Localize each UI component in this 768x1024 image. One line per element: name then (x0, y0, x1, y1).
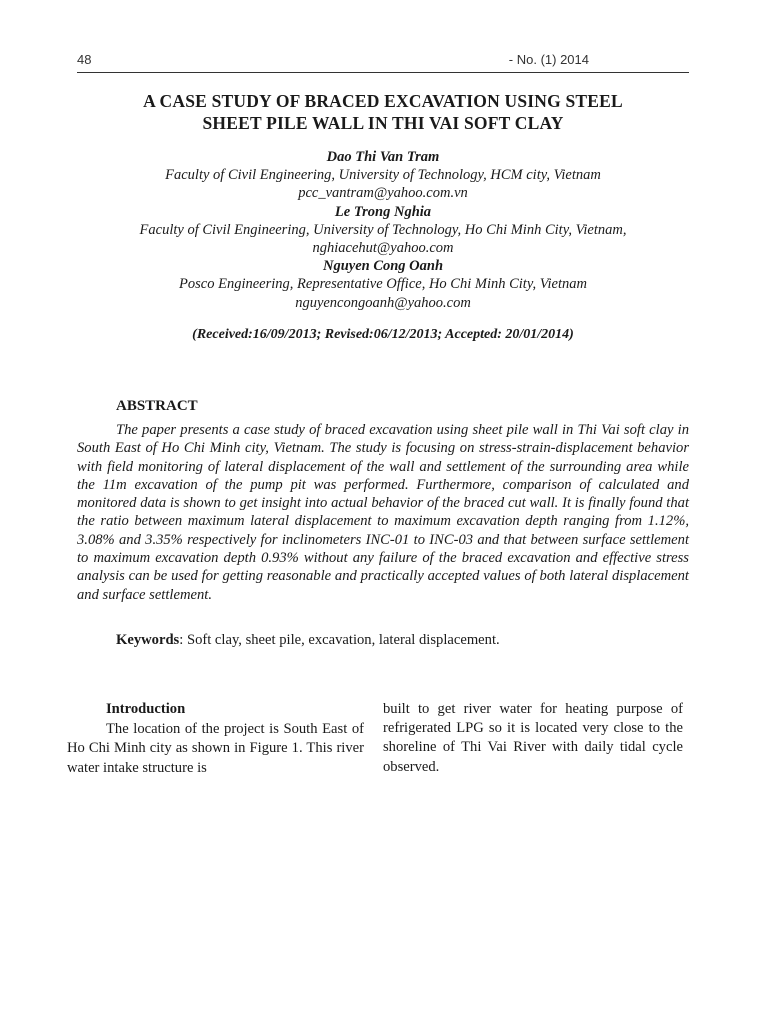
author-email: pcc_vantram@yahoo.com.vn (298, 185, 468, 202)
issue-label: - No. (1) 2014 (508, 52, 589, 67)
author-name: Nguyen Cong Oanh (322, 258, 444, 275)
keywords-text: : Soft clay, sheet pile, excavation, lateral displacement. (179, 632, 500, 648)
title-line-2: SHEET PILE WALL IN THI VAI SOFT CLAY (202, 113, 564, 133)
author-name: Dao Thi Van Tram (326, 149, 440, 165)
author-block (77, 148, 689, 312)
paper-title (77, 90, 689, 134)
page-number: 48 (77, 52, 92, 67)
introduction-heading: Introduction (106, 701, 186, 717)
abstract-heading: ABSTRACT (116, 398, 198, 414)
author-affiliation: Faculty of Civil Engineering, University of Technology, Ho Chi Minh City, Vietnam, (139, 221, 627, 238)
intro-column-right (383, 700, 683, 777)
introduction-text-left: The location of the project is South East of Ho Chi Minh city as shown in Figure 1. This river water intake structure is (67, 721, 364, 776)
submission-dates: (Received:16/09/2013; Revised:06/12/2013; Accepted: 20/01/2014) (192, 327, 574, 342)
author-name: Le Trong Nghia (334, 203, 432, 220)
author-affiliation: Posco Engineering, Representative Office, Ho Chi Minh City, Vietnam (179, 276, 587, 293)
page-header (77, 50, 689, 73)
author-email: nguyencongoanh@yahoo.com (295, 294, 471, 311)
title-line-1: A CASE STUDY OF BRACED EXCAVATION USING STEEL (143, 91, 623, 111)
keywords-label: Keywords (116, 632, 180, 648)
intro-column-left (67, 700, 364, 778)
introduction-text-right: built to get river water for heating purpose of refrigerated LPG so it is located very close to the shoreline of Thi Vai River with daily tidal cycle observed. (383, 701, 683, 775)
author-email: nghiacehut@yahoo.com (312, 240, 454, 257)
author-affiliation: Faculty of Civil Engineering, University of Technology, HCM city, Vietnam (165, 167, 601, 184)
keywords-line (116, 632, 689, 649)
abstract-body: The paper presents a case study of braced excavation using sheet pile wall in Thi Vai soft clay in South East of Ho Chi Minh city, Vietnam. The study is focusing on stress-strain-displacement behavior with field monitoring of lateral displacement of the wall and settlement of the surrounding area while the 11m excavation of the pump pit was performed. Furthermore, comparison of calculated and monitored data is shown to get insight into actual behavior of the braced cut wall. It is finally found that the ratio between maximum lateral displacement to maximum excavation depth ranging from 1.12%, 3.08% and 3.35% respectively for inclinometers INC-01 to INC-03 and that between surface settlement to maximum excavation depth 0.93% without any failure of the braced excavation and effective stress analysis can be used for getting reasonable and practically accepted values of both lateral displacement and surface settlement. (77, 422, 689, 603)
